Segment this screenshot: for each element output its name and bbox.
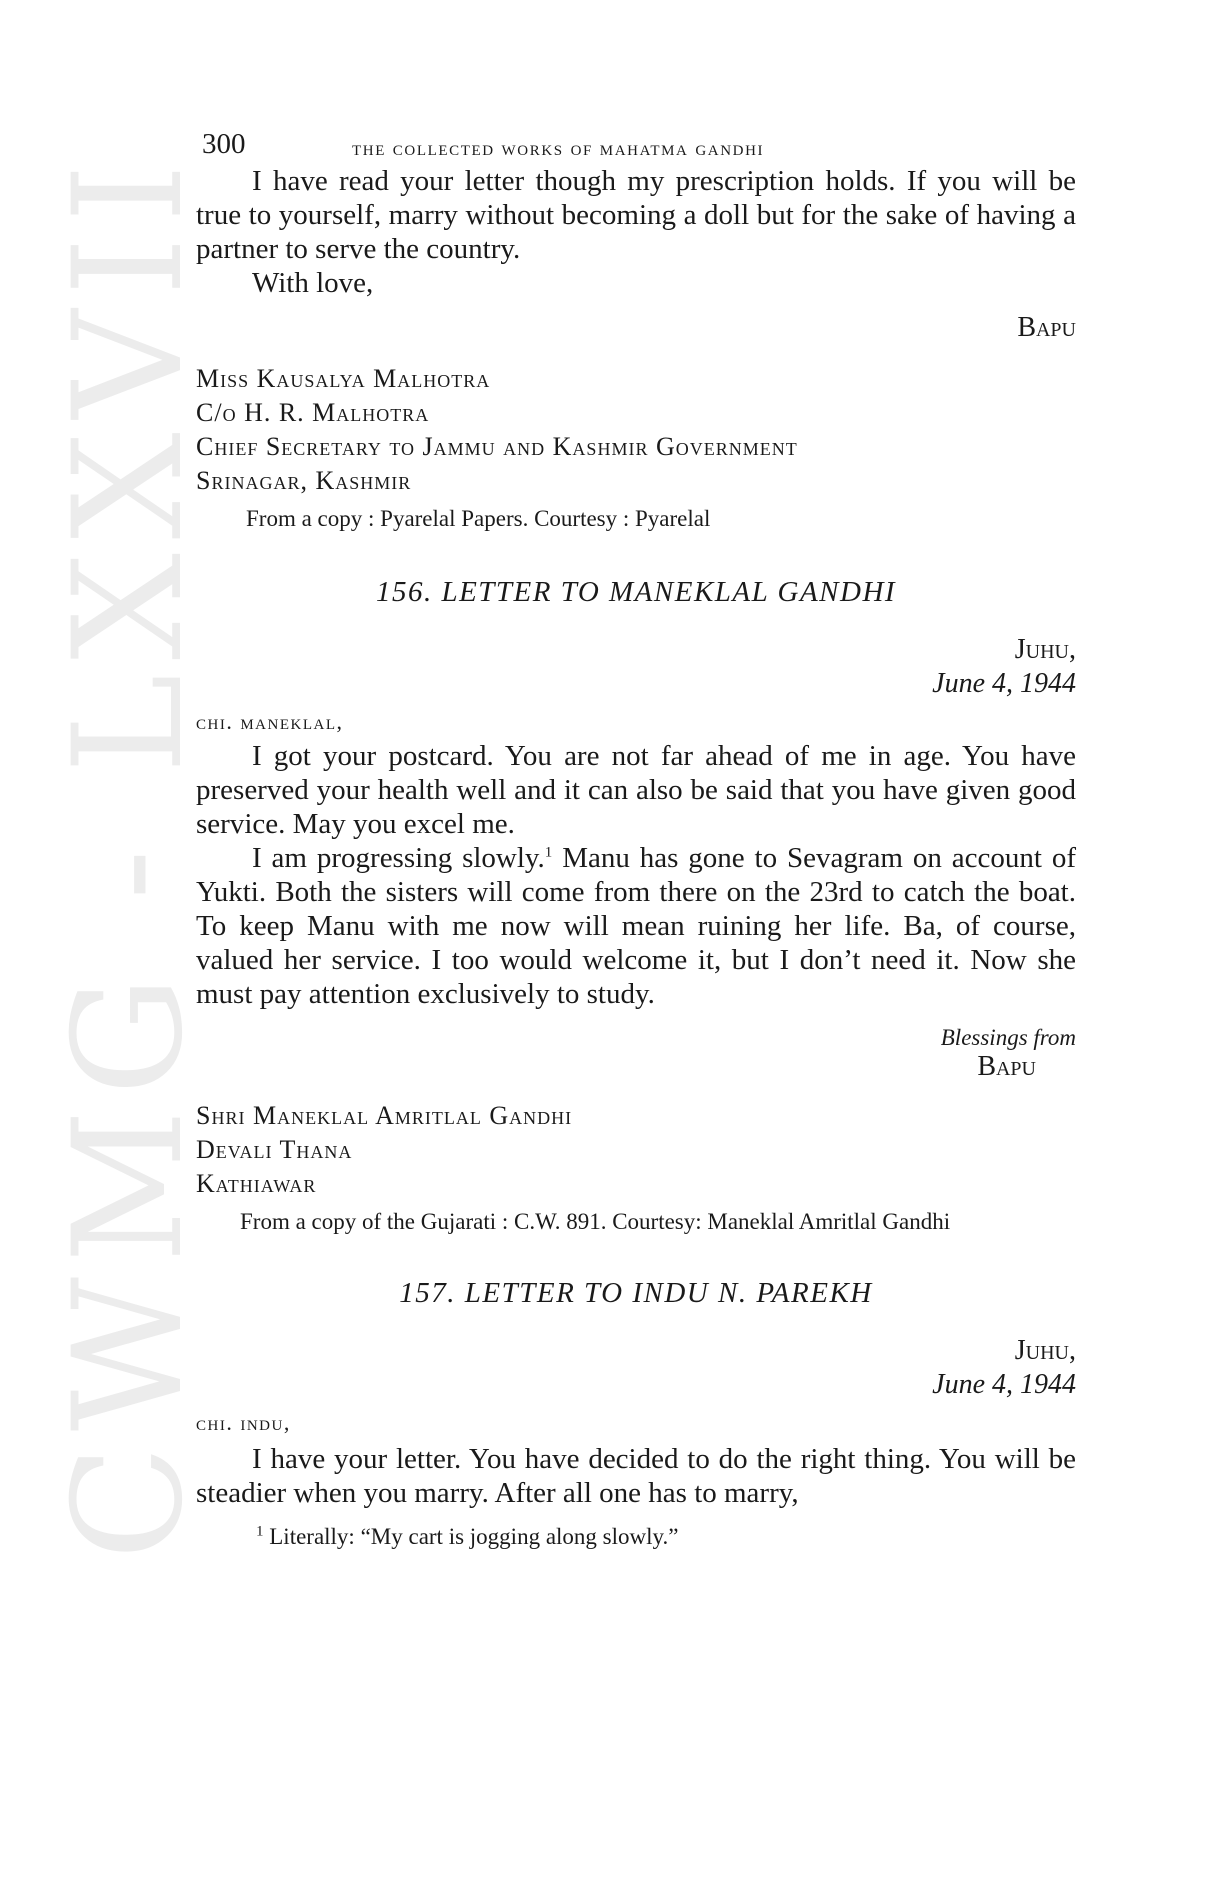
address-line: Srinagar, Kashmir bbox=[196, 466, 412, 495]
footnote-text: Literally: “My cart is jogging along slowly.” bbox=[263, 1524, 679, 1549]
letter-156-source: From a copy of the Gujarati : C.W. 891. Courtesy: Maneklal Amritlal Gandhi bbox=[240, 1209, 951, 1234]
letter-156-paragraph-2 bbox=[196, 841, 1076, 1011]
letter-155-signature: Bapu bbox=[1017, 312, 1076, 343]
address-line: Devali Thana bbox=[196, 1135, 353, 1164]
paragraph-text: Manu has gone to Sevagram on account of Yukti. Both the sisters will come from there on the 23rd to catch the boat. To keep Manu with me now will mean ruining her life. Ba, of course, valued her service. I too would welcome it, but I don’t need it. Now she must pay attention exclusively to study. bbox=[196, 842, 1076, 1010]
running-head bbox=[196, 124, 1076, 164]
letter-156-signature: Bapu bbox=[977, 1051, 1036, 1082]
letter-156-blessing: Blessings from bbox=[940, 1025, 1076, 1050]
letter-156-place: Juhu, bbox=[1014, 634, 1076, 665]
page-number: 300 bbox=[202, 128, 246, 160]
letter-156-heading: 156. LETTER TO MANEKLAL GANDHI bbox=[375, 576, 897, 608]
letter-155-body: I have read your letter though my prescription holds. If you will be true to yourself, marry without becoming a doll but for the sake of having a partner to serve the country. bbox=[196, 165, 1076, 265]
paragraph-text: I am progressing slowly. bbox=[252, 842, 545, 874]
letter-157-heading: 157. LETTER TO INDU N. PAREKH bbox=[399, 1277, 873, 1309]
page-content bbox=[196, 124, 1076, 1552]
letter-155-closing: With love, bbox=[252, 267, 374, 299]
watermark: CWMG - LXXVII bbox=[42, 149, 216, 1560]
letter-156-date: June 4, 1944 bbox=[932, 668, 1076, 699]
address-line: Kathiawar bbox=[196, 1169, 317, 1198]
letter-155-source: From a copy : Pyarelal Papers. Courtesy : Pyarelal bbox=[246, 506, 711, 531]
letter-156-paragraph-1: I got your postcard. You are not far ahead of me in age. You have preserved your health well and it can also be said that you have given good service. May you excel me. bbox=[196, 740, 1076, 840]
letter-157-date: June 4, 1944 bbox=[932, 1369, 1076, 1400]
footnote-mark: 1 bbox=[256, 1523, 264, 1540]
letter-157-place: Juhu, bbox=[1014, 1335, 1076, 1366]
letter-156-address bbox=[196, 1099, 1076, 1201]
letter-155-address bbox=[196, 362, 1076, 498]
letter-157-paragraph-1: I have your letter. You have decided to do the right thing. You will be steadier when you marry. After all one has to marry, bbox=[196, 1443, 1076, 1509]
address-line: Miss Kausalya Malhotra bbox=[196, 364, 491, 393]
address-line: C/o H. R. Malhotra bbox=[196, 398, 430, 427]
letter-156-salutation: chi. maneklal, bbox=[196, 709, 344, 734]
address-line: Shri Maneklal Amritlal Gandhi bbox=[196, 1101, 573, 1130]
address-line: Chief Secretary to Jammu and Kashmir Government bbox=[196, 432, 798, 461]
book-title: the collected works of mahatma gandhi bbox=[352, 136, 765, 160]
footnote-reference: 1 bbox=[544, 844, 553, 861]
letter-157-salutation: chi. indu, bbox=[196, 1410, 291, 1435]
footnote bbox=[256, 1522, 1076, 1552]
